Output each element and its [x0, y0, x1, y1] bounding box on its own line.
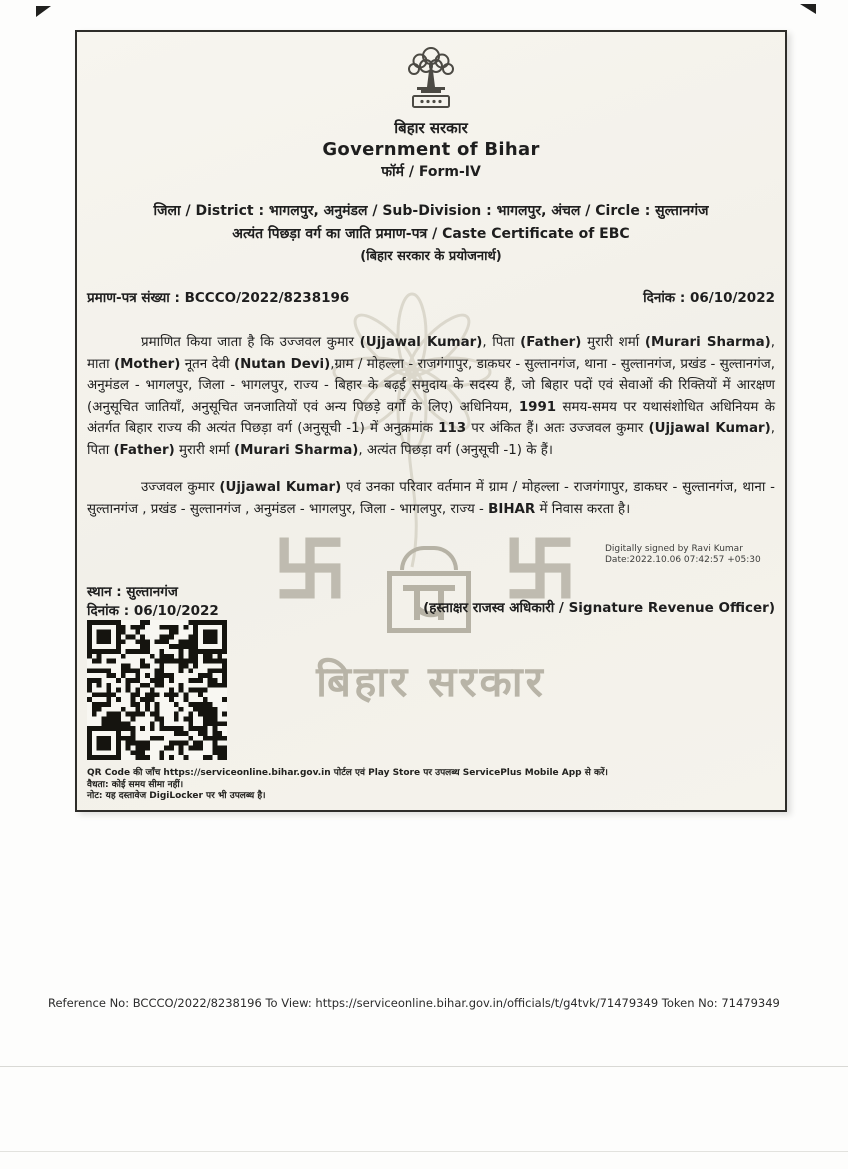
- scan-corner-artifact-left: [36, 6, 51, 17]
- govt-title-hindi: बिहार सरकार: [394, 119, 468, 137]
- scan-artifact-line: [0, 1066, 848, 1067]
- certificate-body-paragraph-2: उज्जवल कुमार (Ujjawal Kumar) एवं उनका परिवार वर्तमान में ग्राम / मोहल्ला - राजगंगापुर, डाकघर - सुल्तानगंज, थाना - सुल्तानगंज , प्रखंड - सुल्तानगंज , अनुमंडल - भागलपुर, जिला - भागलपुर, राज्य - BIHAR में निवास करता है।: [87, 480, 775, 517]
- revenue-officer-signature-line: (हस्ताक्षर राजस्व अधिकारी / Signature Revenue Officer): [423, 600, 775, 616]
- certificate-notes: [87, 768, 608, 803]
- district-subdivision-circle-line: जिला / District : भागलपुर, अनुमंडल / Sub-Division : भागलपुर, अंचल / Circle : सुल्तानगंज: [153, 203, 709, 219]
- place-date-block: [87, 583, 219, 621]
- digital-signature-line1: Digitally signed by Ravi Kumar: [605, 544, 743, 554]
- digital-signature-block: [605, 544, 780, 566]
- purpose-line: (बिहार सरकार के प्रयोजनार्थ): [360, 249, 502, 264]
- note-digilocker: नोट: यह दस्तावेज DigiLocker पर भी उपलब्ध है।: [87, 791, 266, 801]
- form-number-line: फॉर्म / Form-IV: [381, 164, 481, 180]
- bihar-government-emblem-icon: [399, 42, 463, 114]
- note-validity: वैधता: कोई समय सीमा नहीं।: [87, 779, 184, 790]
- certificate-content: [77, 32, 785, 810]
- certificate-document: [75, 30, 787, 812]
- certificate-date: दिनांक : 06/10/2022: [643, 290, 775, 306]
- certificate-title: अत्यंत पिछड़ा वर्ग का जाति प्रमाण-पत्र / Caste Certificate of EBC: [232, 226, 630, 242]
- certificate-number: प्रमाण-पत्र संख्या : BCCCO/2022/8238196: [87, 290, 350, 306]
- certificate-body-paragraph-1: प्रमाणित किया जाता है कि उज्जवल कुमार (Ujjawal Kumar), पिता (Father) मुरारी शर्मा (Murari Sharma), माता (Mother) नूतन देवी (Nutan Devi),ग्राम / मोहल्ला - राजगंगापुर, डाकघर - सुल्तानगंज, थाना - सुल्तानगंज, प्रखंड - सुल्तानगंज, अनुमंडल - भागलपुर, जिला - भागलपुर, राज्य - बिहार के बढ़ई समुदाय के सदस्य हैं, जो बिहार पदों एवं सेवाओं की रिक्तियों में आरक्षण (अनुसूचित जातियाँ, अनुसूचित जनजातियों एवं अन्य पिछड़े वर्गों के लिए) अधिनियम, 1991 समय-समय पर यथासंशोधित अधिनियम के अंतर्गत बिहार राज्य की अत्यंत पिछड़ा वर्ग (अनुसूची -1) में अनुक्रमांक 113 पर अंकित हैं। अतः उज्जवल कुमार (Ujjawal Kumar), पिता (Father) मुरारी शर्मा (Murari Sharma), अत्यंत पिछड़ा वर्ग (अनुसूची -1) के हैं।: [87, 335, 776, 458]
- qr-code: [87, 620, 227, 760]
- place-line: स्थान : सुल्तानगंज: [87, 584, 178, 600]
- digital-signature-line2: Date:2022.10.06 07:42:57 +05:30: [605, 555, 761, 565]
- date-line: दिनांक : 06/10/2022: [87, 603, 219, 619]
- scan-artifact-line: [0, 1151, 848, 1152]
- watermark-title: बिहार सरकार: [316, 657, 546, 706]
- scan-corner-artifact-right: [800, 4, 816, 14]
- govt-title-english: Government of Bihar: [322, 139, 540, 160]
- reference-footer-line: Reference No: BCCCO/2022/8238196 To View: https://serviceonline.bihar.gov.in/officials/t/g4tvk/71479349 Token No: 71479349: [48, 996, 780, 1010]
- note-qr-verification: QR Code की जाँच https://serviceonline.bihar.gov.in पोर्टल एवं Play Store पर उपलब्ध ServicePlus Mobile App से करें।: [87, 768, 608, 778]
- certificate-meta-row: [87, 288, 775, 306]
